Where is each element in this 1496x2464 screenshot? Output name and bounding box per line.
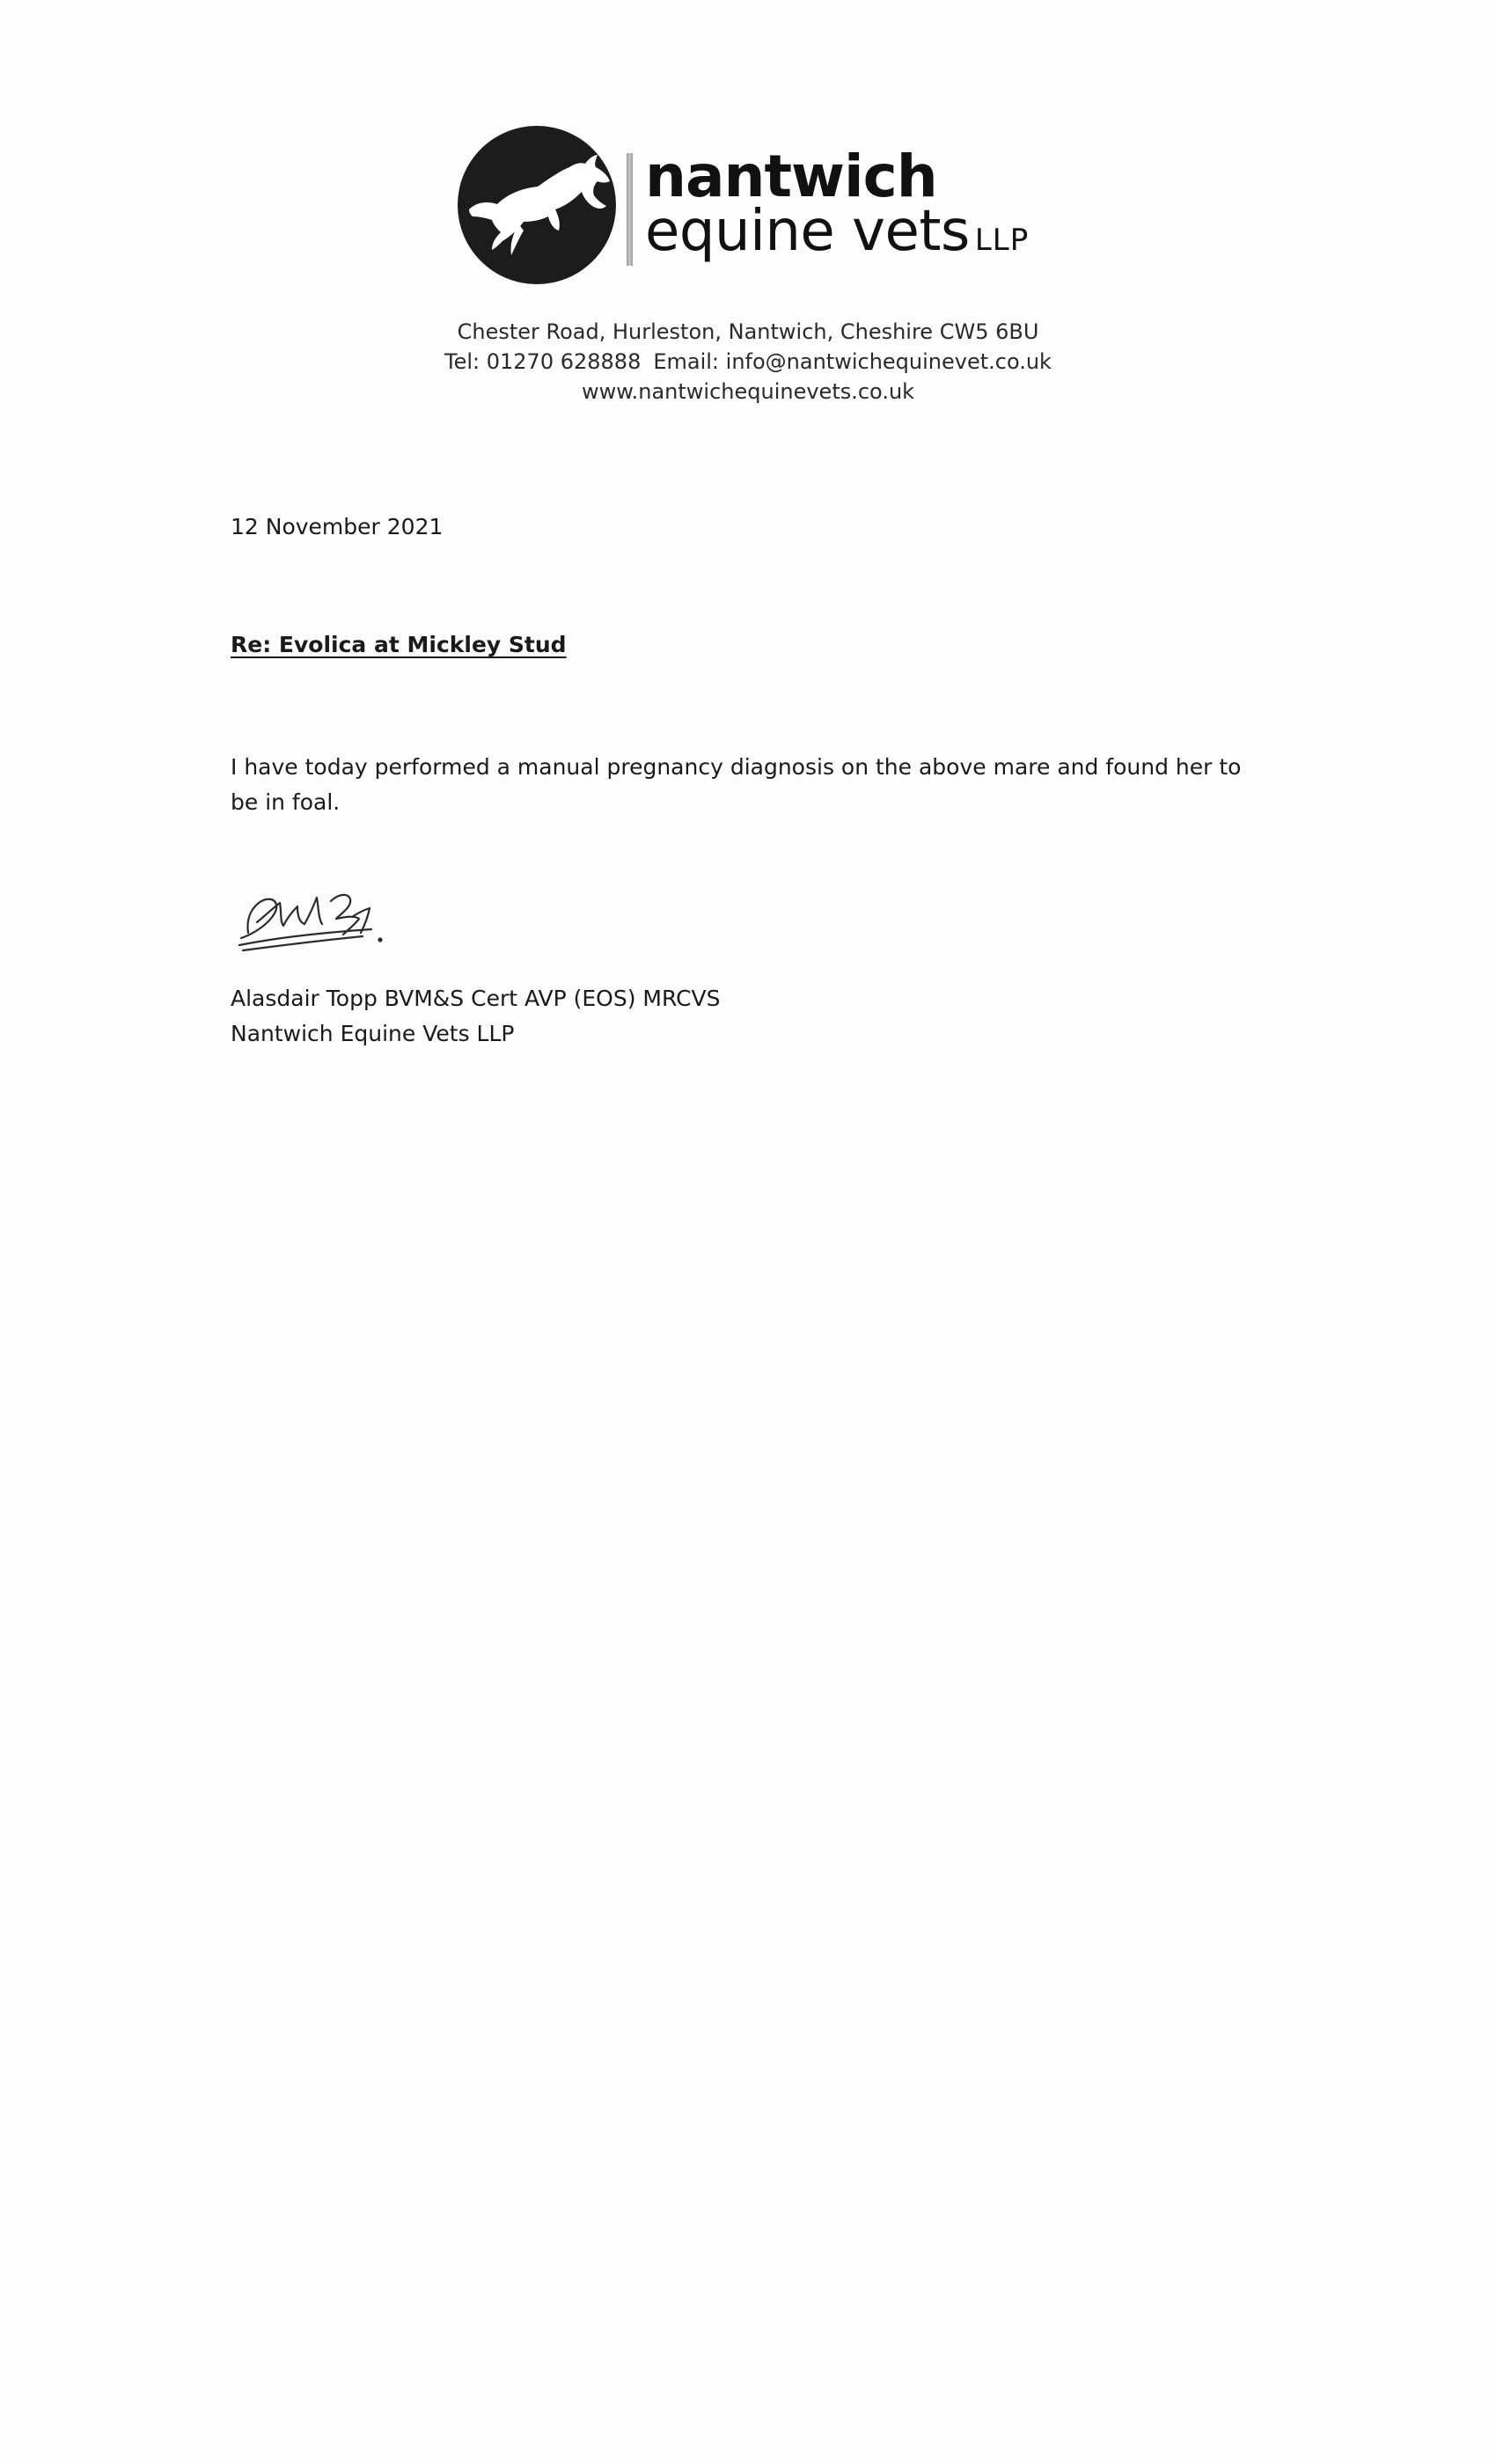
brand-subtitle-text: equine vets <box>645 199 970 264</box>
tel-text: Tel: 01270 628888 <box>444 349 642 374</box>
signature-icon <box>231 871 407 959</box>
letterhead <box>453 121 1034 297</box>
letter-body: I have today performed a manual pregnancy diagnosis on the above mare and found her to be in foal. <box>231 754 1242 815</box>
address-line: Chester Road, Hurleston, Nantwich, Cheshire CW5 6BU <box>457 319 1039 344</box>
letter-subject: Re: Evolica at Mickley Stud <box>231 632 567 657</box>
letter-date: 12 November 2021 <box>231 514 444 539</box>
signatory-company: Nantwich Equine Vets LLP <box>231 1021 515 1046</box>
signatory-name: Alasdair Topp BVM&S Cert AVP (EOS) MRCVS <box>231 986 721 1011</box>
brand-subtitle <box>645 199 1029 264</box>
brand-name: nantwich <box>645 143 937 210</box>
contact-line <box>396 347 1100 377</box>
contact-details <box>396 317 1100 407</box>
email-text: Email: info@nantwichequinevet.co.uk <box>653 349 1052 374</box>
website-line: www.nantwichequinevets.co.uk <box>581 379 915 404</box>
brand-suffix: LLP <box>974 223 1030 258</box>
jumping-horse-icon <box>457 125 617 285</box>
logo-divider <box>627 153 633 266</box>
